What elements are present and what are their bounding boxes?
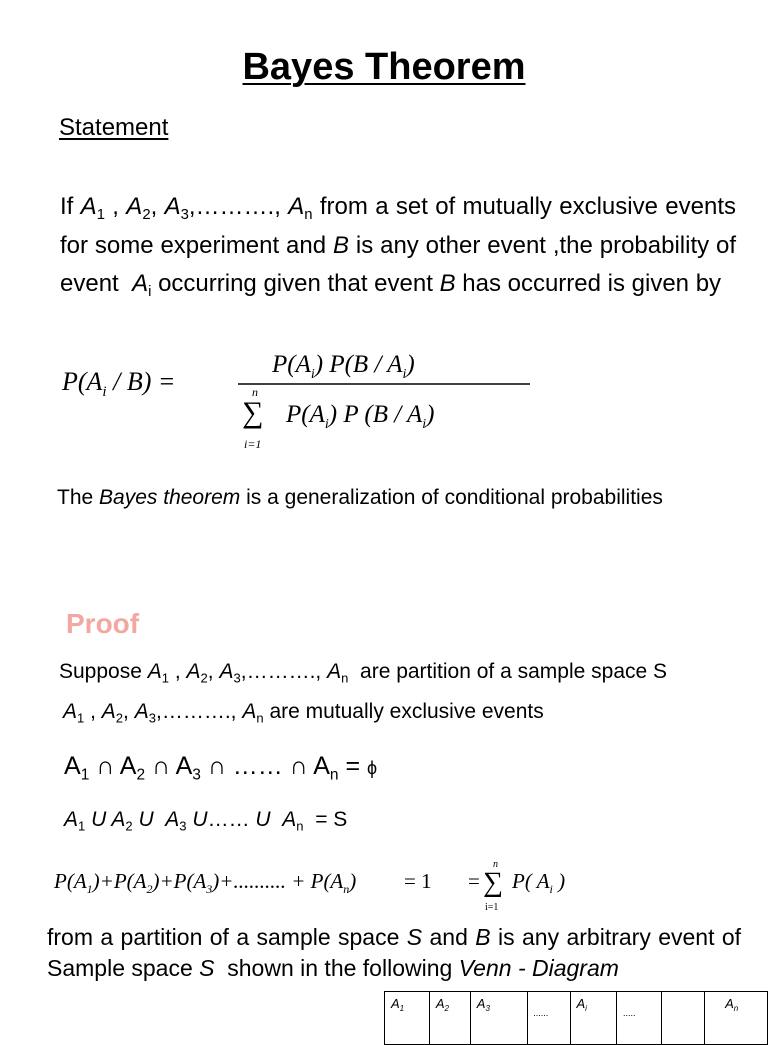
note-pre: The: [57, 486, 94, 509]
page-title: Bayes Theorem: [242, 46, 526, 88]
proof-line-3: $A_1$ ∩ $A_2$ ∩ $A_3$ ∩ …… ∩ $A_n = \phi$: [64, 752, 378, 784]
proof-l1-pre: Suppose: [59, 660, 142, 683]
partition-sum-formula: [50, 858, 610, 918]
final-s2: S: [199, 955, 215, 981]
svg-text:i=1: i=1: [244, 437, 262, 451]
svg-text:P(Ai) P (B / Ai): $P(A_i)$ P $(B / A_i)$: [286, 401, 435, 432]
phi-symbol: ϕ: [367, 758, 378, 778]
note-emphasis: Bayes theorem: [99, 486, 241, 509]
final-t2: and: [429, 924, 468, 950]
venn-partition-table: [384, 991, 768, 1045]
final-b: B: [475, 924, 491, 950]
venn-cell-an: $A_n$: [705, 992, 768, 1045]
note-line: [57, 486, 663, 510]
venn-cell-empty: [662, 992, 705, 1045]
venn-cell-a1: [385, 992, 430, 1045]
final-t3: is any arbitrary event of Sample space: [47, 924, 742, 981]
bayes-formula: [60, 348, 540, 458]
final-t1: from a partition of a sample space: [47, 924, 400, 950]
final-paragraph: [47, 922, 741, 984]
venn-cell-ai: $A_i$: [570, 992, 617, 1045]
proof-l2-post: are mutually exclusive events: [269, 700, 544, 723]
venn-cell-dots-1: ......: [527, 992, 570, 1045]
statement-text-4: has occurred is given by: [462, 270, 722, 297]
proof-l1-post: are partition of a sample space S: [360, 660, 668, 683]
svg-text:P(Ai) P(B / Ai): $P(A_i)$ $P(B / A_i)$: [272, 351, 415, 382]
statement-b: B: [332, 231, 349, 259]
proof-line-2: $A_1$ , $A_2$, $A_3,\dots\dots\dots$., $A_n$ are mutually exclusive events: [63, 700, 544, 726]
final-s: S: [406, 924, 423, 950]
svg-text:P(Ai / B) =: $P(A_i / B)$ =: [62, 367, 176, 400]
venn-cell-dots-2: .....: [617, 992, 662, 1045]
svg-text:=: =: [468, 869, 480, 893]
final-t4: shown in the following: [227, 955, 453, 981]
svg-text:∑: ∑: [483, 867, 503, 898]
statement-paragraph: If $A_1$ , $A_2$, $A_3,\dots\dots\dots$., $A_n$ from a set of mutually exclusive events for some experiment and B is any other event ,the probability of event $A_i$ occurring given that event B has occurred is given by: [60, 193, 737, 301]
venn-cell-a1-text: $A_1$: [391, 996, 405, 1013]
proof-heading: Proof: [66, 608, 140, 639]
sum-bottom: i=1: [485, 902, 499, 913]
proof-line-1: Suppose $A_1$ , $A_2$, $A_3,\dots\dots\dots$., $A_n$ are partition of a sample space S: [59, 660, 668, 686]
proof-l4-eq: = S: [315, 808, 348, 831]
statement-b2: B: [439, 270, 456, 297]
final-venn: Venn - Diagram: [458, 955, 619, 981]
statement-text-1: from a set of mutually exclusive events for some experiment and: [60, 193, 736, 259]
svg-text:n: n: [252, 385, 258, 399]
statement-if: If: [60, 193, 74, 220]
svg-text:∑: ∑: [242, 396, 264, 429]
svg-text:P( Ai ): P( $A_i$ ): [512, 869, 566, 896]
note-post: is a generalization of conditional probabilities: [246, 486, 663, 509]
svg-text:P(A1)+P(A2)+P(A3)+.......... +: $P(A_1)+P(A_2)+P(A_3)+$.......... + $P(A_n)$: [54, 869, 357, 896]
statement-heading: Statement: [59, 114, 169, 141]
venn-cell-a3: $A_3$: [470, 992, 527, 1045]
sum-top: n: [493, 859, 498, 870]
statement-text-3: occurring given that event: [158, 270, 433, 297]
venn-cell-a2: $A_2$: [429, 992, 470, 1045]
sum-equals-one: = 1: [404, 869, 432, 893]
proof-line-4: $A_1$ U $A_2$ U $A_3$ U…… U $A_n = S$: [64, 808, 348, 834]
statement-text-2: is any other event ,the probability of event: [60, 231, 737, 297]
